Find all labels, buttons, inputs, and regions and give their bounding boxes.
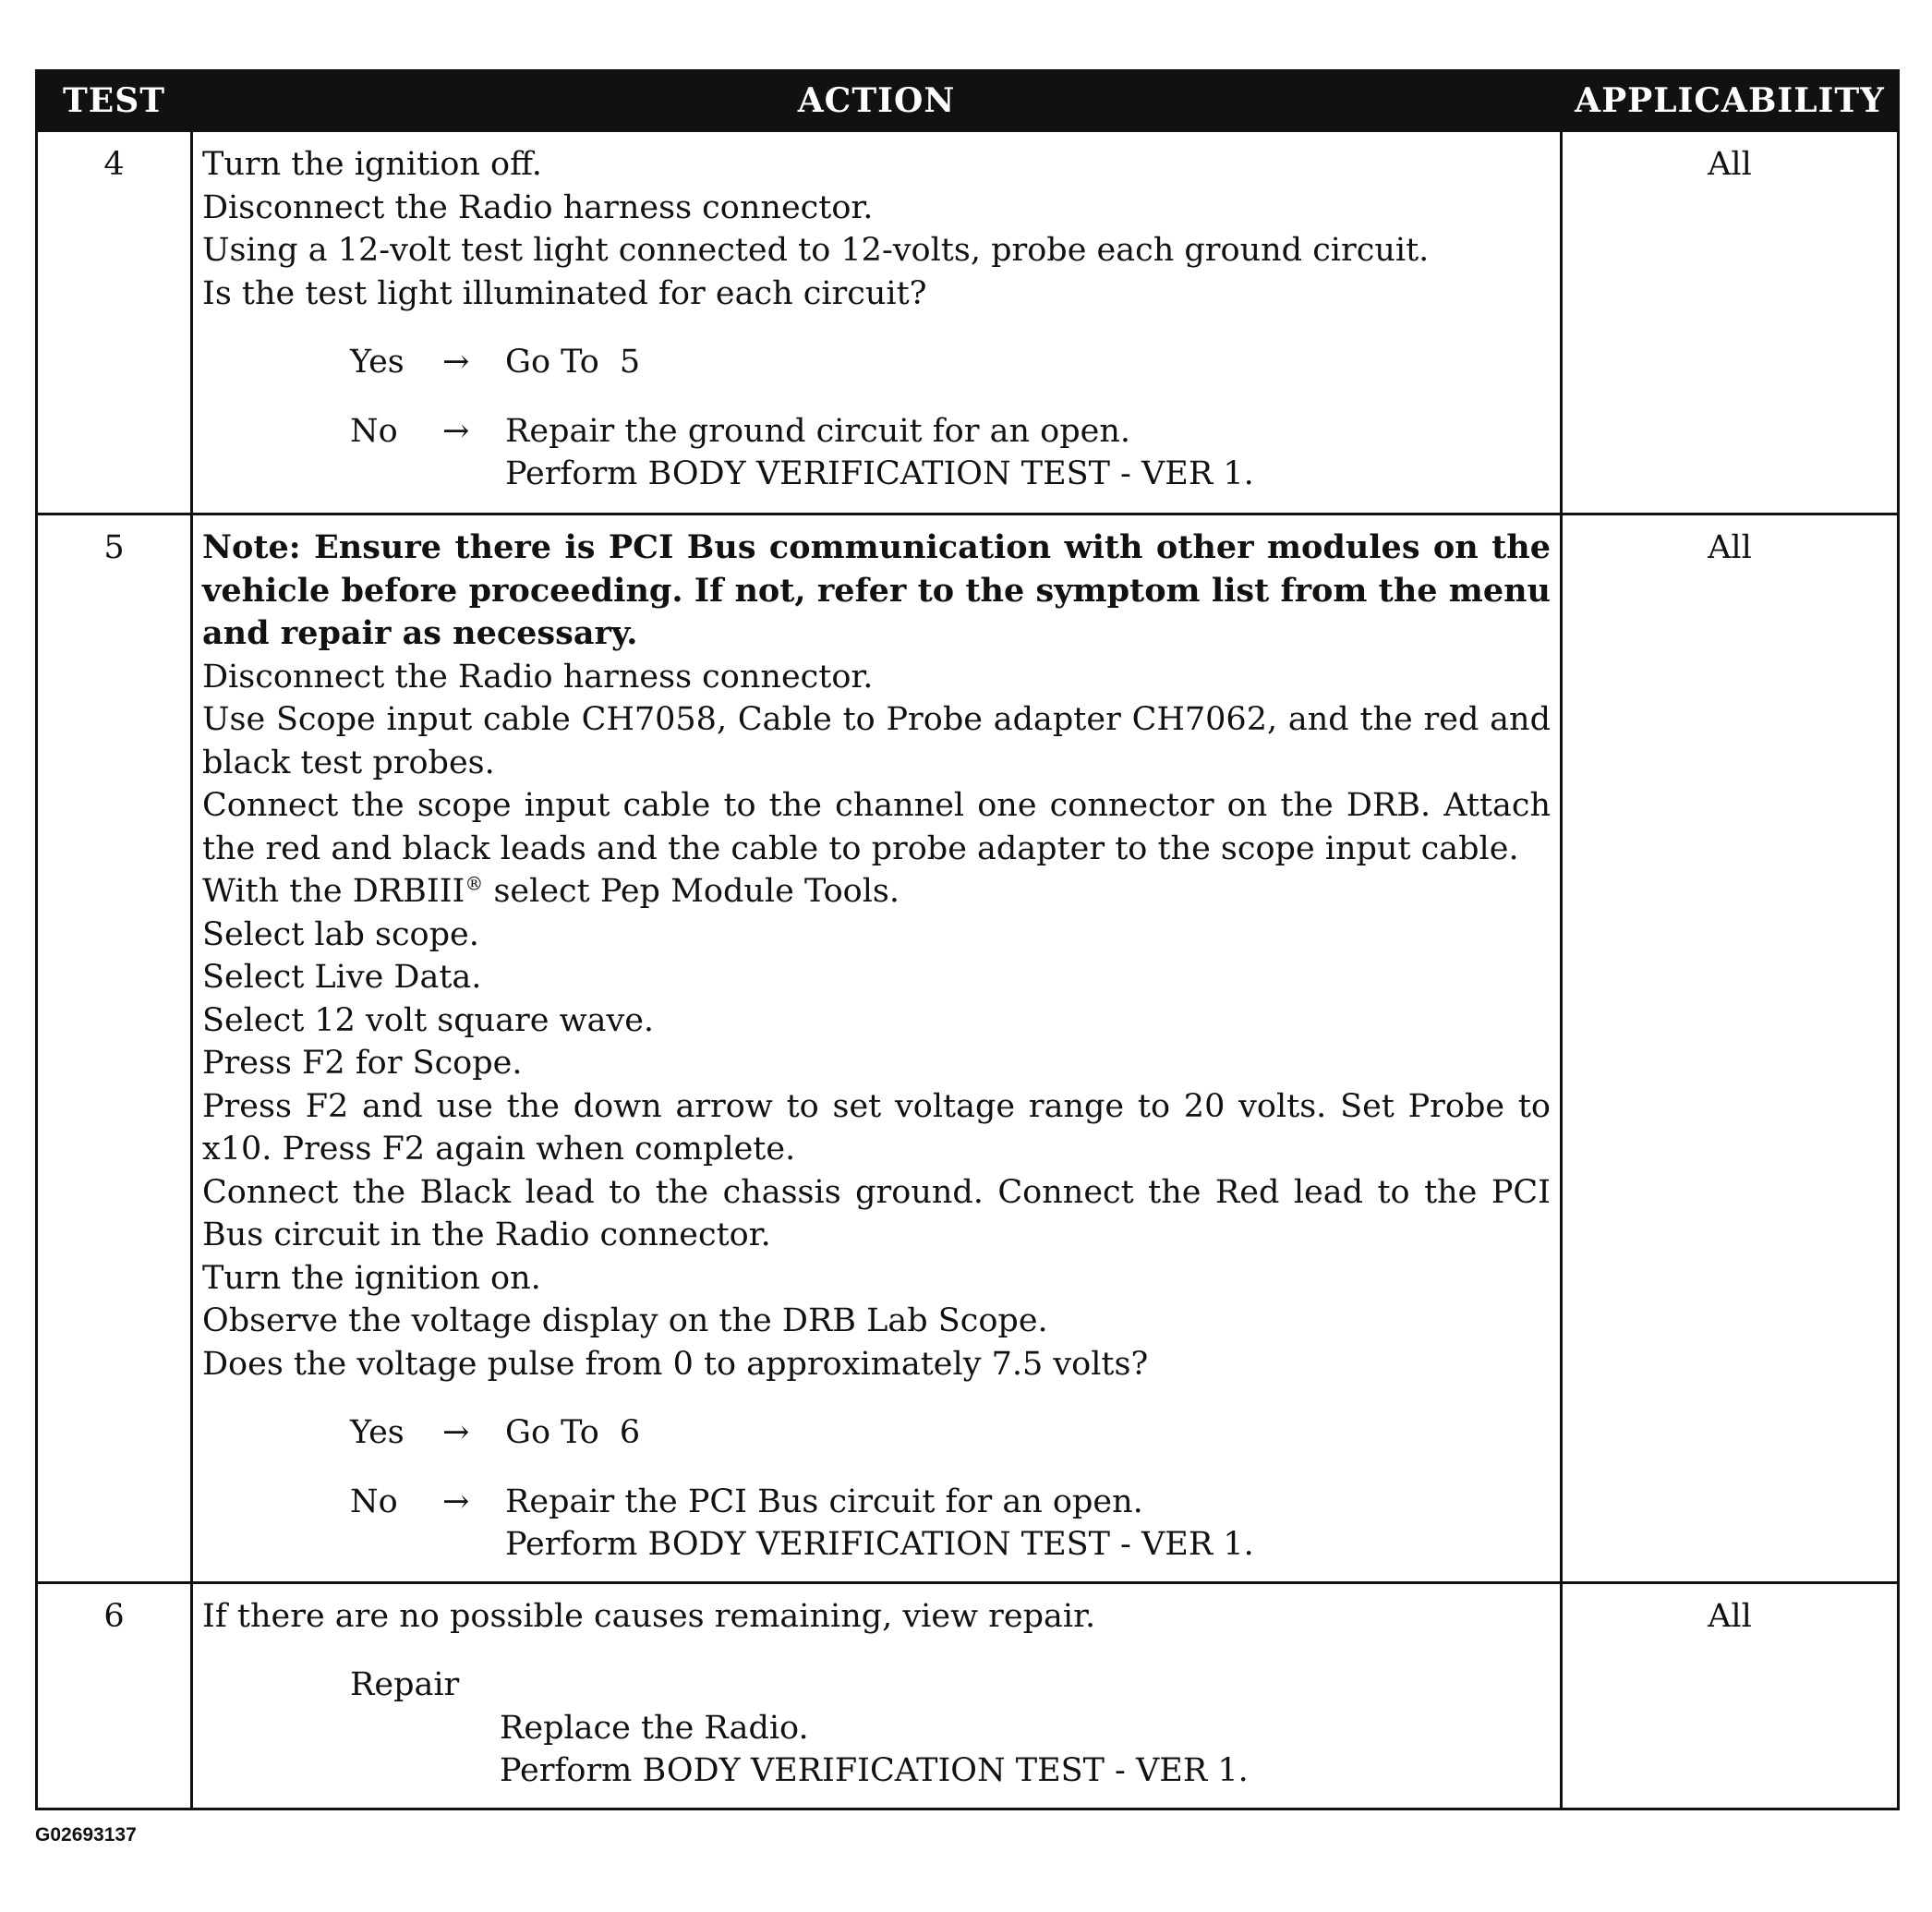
test-number: 6 bbox=[37, 1582, 192, 1809]
applicability-cell: All bbox=[1562, 1582, 1899, 1809]
action-line: Is the test light illuminated for each circuit? bbox=[202, 274, 927, 312]
goto-target: 6 bbox=[619, 1414, 641, 1451]
action-line bbox=[202, 870, 1551, 914]
right-arrow-icon: → bbox=[442, 344, 470, 381]
drb-text: With the DRBIII bbox=[202, 873, 465, 910]
action-line: Disconnect the Radio harness connector. bbox=[202, 658, 874, 696]
action-line: Connect the Black lead to the chassis ground. Connect the Red lead to the PCI Bus circuit in the Radio connector. bbox=[202, 1173, 1551, 1253]
right-arrow-icon: → bbox=[442, 1414, 470, 1451]
action-line: Observe the voltage display on the DRB Lab Scope. bbox=[202, 1302, 1048, 1339]
no-line: Repair the PCI Bus circuit for an open. bbox=[505, 1482, 1143, 1520]
table-row bbox=[37, 514, 1899, 1583]
no-branch bbox=[350, 410, 1551, 496]
header-test: TEST bbox=[37, 71, 192, 131]
action-line: Turn the ignition on. bbox=[202, 1259, 541, 1297]
goto-label: Go To bbox=[505, 344, 599, 381]
test-number: 5 bbox=[37, 514, 192, 1583]
note-text: Note: Ensure there is PCI Bus communication with other modules on the vehicle before proceeding. If not, refer to the symptom list from the menu and repair as necessary. bbox=[202, 528, 1551, 652]
table-row bbox=[37, 131, 1899, 514]
no-label: No bbox=[350, 1482, 398, 1520]
yes-branch bbox=[350, 1411, 1551, 1455]
no-instructions bbox=[505, 1481, 1551, 1567]
repair-line: Perform BODY VERIFICATION TEST - VER 1. bbox=[500, 1752, 1249, 1789]
goto-target: 5 bbox=[619, 344, 641, 381]
applicability-cell: All bbox=[1562, 131, 1899, 514]
action-line: Connect the scope input cable to the channel one connector on the DRB. Attach the red and black leads and the cable to probe adapter to the scope input cable. bbox=[202, 787, 1551, 867]
goto-label: Go To bbox=[505, 1414, 599, 1451]
no-label: No bbox=[350, 412, 398, 450]
action-line: Select 12 volt square wave. bbox=[202, 1001, 655, 1039]
action-cell bbox=[192, 514, 1562, 1583]
figure-id: G02693137 bbox=[35, 1824, 137, 1845]
action-line: Does the voltage pulse from 0 to approximately 7.5 volts? bbox=[202, 1345, 1149, 1383]
header-action: ACTION bbox=[192, 71, 1562, 131]
repair-line: Replace the Radio. bbox=[500, 1709, 809, 1747]
applicability-cell: All bbox=[1562, 514, 1899, 1583]
action-line: Select lab scope. bbox=[202, 915, 479, 953]
no-instructions bbox=[505, 410, 1551, 496]
goto-instruction bbox=[505, 1411, 1551, 1455]
registered-mark: ® bbox=[465, 872, 484, 895]
no-branch bbox=[350, 1481, 1551, 1567]
no-line: Repair the ground circuit for an open. bbox=[505, 412, 1130, 450]
action-cell bbox=[192, 1582, 1562, 1809]
action-line: Turn the ignition off. bbox=[202, 146, 542, 183]
action-cell bbox=[192, 131, 1562, 514]
action-line: Disconnect the Radio harness connector. bbox=[202, 188, 874, 226]
table-header-row bbox=[37, 71, 1899, 131]
action-line: Using a 12-volt test light connected to 12-volts, probe each ground circuit. bbox=[202, 232, 1430, 269]
action-line: Press F2 and use the down arrow to set voltage range to 20 volts. Set Probe to x10. Press F2 again when complete. bbox=[202, 1087, 1551, 1168]
repair-instructions bbox=[500, 1707, 1551, 1793]
drb-text-rest: select Pep Module Tools. bbox=[483, 873, 900, 910]
yes-label: Yes bbox=[350, 1414, 405, 1451]
goto-instruction bbox=[505, 341, 1551, 384]
action-line: Use Scope input cable CH7058, Cable to Probe adapter CH7062, and the red and black test probes. bbox=[202, 701, 1551, 781]
header-applicability: APPLICABILITY bbox=[1562, 71, 1899, 131]
table-row bbox=[37, 1582, 1899, 1809]
action-line: Press F2 for Scope. bbox=[202, 1045, 523, 1082]
right-arrow-icon: → bbox=[442, 412, 470, 450]
repair-label: Repair bbox=[350, 1666, 460, 1703]
action-line: Select Live Data. bbox=[202, 959, 482, 996]
diagnostic-test-table bbox=[35, 69, 1900, 1810]
yes-branch bbox=[350, 341, 1551, 384]
test-number: 4 bbox=[37, 131, 192, 514]
yes-label: Yes bbox=[350, 344, 405, 381]
no-line: Perform BODY VERIFICATION TEST - VER 1. bbox=[505, 455, 1254, 492]
action-line: If there are no possible causes remaining, view repair. bbox=[202, 1597, 1096, 1635]
right-arrow-icon: → bbox=[442, 1482, 470, 1520]
no-line: Perform BODY VERIFICATION TEST - VER 1. bbox=[505, 1526, 1254, 1563]
